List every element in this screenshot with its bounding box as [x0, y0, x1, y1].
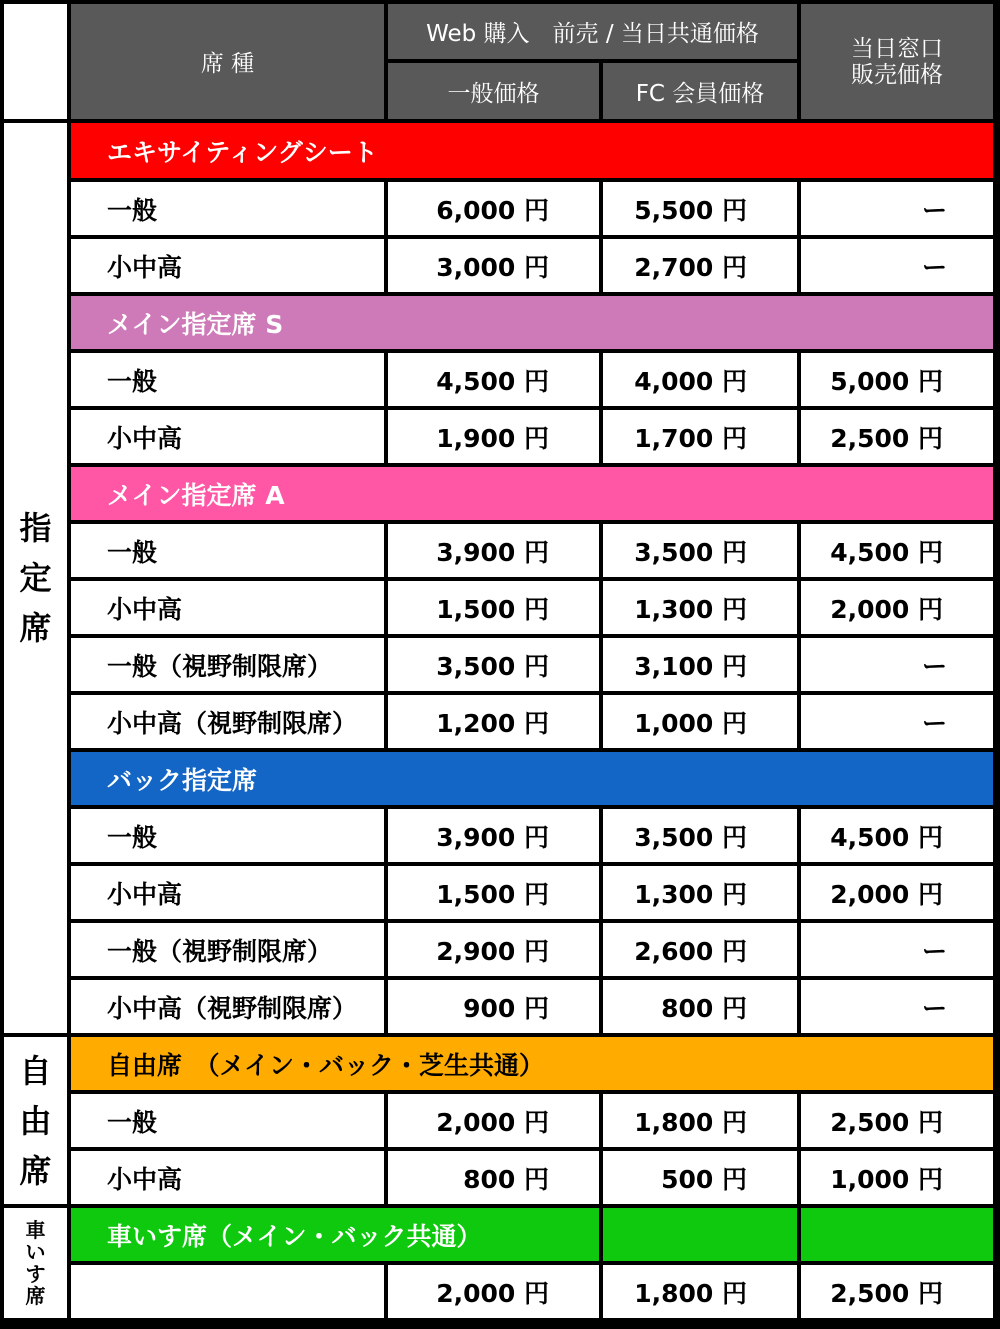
web-general-price: 3,500 円 [388, 638, 599, 691]
section-wheelchair-char: す [25, 1262, 46, 1286]
web-general-price: 4,500 円 [388, 353, 599, 406]
door-price: 2,000 円 [801, 581, 993, 634]
section-wheelchair-char: い [25, 1240, 46, 1264]
web-fc-price: 800 円 [603, 980, 797, 1033]
section-free-char: 自 [19, 1051, 52, 1090]
web-general-price: 900 円 [388, 980, 599, 1033]
ticket-type-label: 一般 [71, 182, 384, 235]
category-band: バック指定席 [71, 752, 993, 805]
ticket-type-label: 小中高 [71, 866, 384, 919]
door-price: ー [801, 182, 993, 235]
ticket-type-label: 一般 [71, 1094, 384, 1147]
ticket-type-label: 小中高 [71, 410, 384, 463]
door-price: 4,500 円 [801, 524, 993, 577]
category-band: 自由席 （メイン・バック・芝生共通） [71, 1037, 993, 1090]
door-price: ー [801, 980, 993, 1033]
web-fc-price: 1,000 円 [603, 695, 797, 748]
corner-cell [4, 4, 67, 119]
door-price: 2,000 円 [801, 866, 993, 919]
category-band: メイン指定席 S [71, 296, 993, 349]
ticket-type-label [71, 1265, 384, 1318]
ticket-type-label: 小中高 [71, 1151, 384, 1204]
ticket-type-label: 小中高 [71, 239, 384, 292]
web-general-price: 3,900 円 [388, 809, 599, 862]
ticket-type-label: 一般 [71, 524, 384, 577]
door-price: 2,500 円 [801, 1265, 993, 1318]
ticket-type-label: 一般 [71, 809, 384, 862]
web-fc-price: 1,700 円 [603, 410, 797, 463]
web-fc-price: 1,800 円 [603, 1265, 797, 1318]
web-fc-price: 3,100 円 [603, 638, 797, 691]
web-general-price: 800 円 [388, 1151, 599, 1204]
category-band: 車いす席（メイン・バック共通） [71, 1208, 599, 1261]
ticket-type-label: 小中高（視野制限席） [71, 980, 384, 1033]
header-seat-type: 席 種 [71, 4, 384, 119]
web-fc-price: 2,600 円 [603, 923, 797, 976]
section-reserved-char: 指 [19, 509, 52, 547]
door-price: ー [801, 239, 993, 292]
section-wheelchair-char: 車 [25, 1218, 46, 1242]
section-free-char: 席 [19, 1151, 52, 1190]
ticket-type-label: 一般（視野制限席） [71, 638, 384, 691]
web-fc-price: 3,500 円 [603, 809, 797, 862]
section-free [4, 1037, 67, 1204]
section-free-char: 由 [19, 1101, 52, 1140]
web-general-price: 1,200 円 [388, 695, 599, 748]
web-fc-price: 3,500 円 [603, 524, 797, 577]
web-fc-price: 500 円 [603, 1151, 797, 1204]
door-price: ー [801, 638, 993, 691]
section-reserved [4, 123, 67, 1033]
web-fc-price: 4,000 円 [603, 353, 797, 406]
web-fc-price: 1,800 円 [603, 1094, 797, 1147]
door-price: 2,500 円 [801, 1094, 993, 1147]
ticket-type-label: 小中高（視野制限席） [71, 695, 384, 748]
web-general-price: 2,000 円 [388, 1094, 599, 1147]
web-general-price: 1,500 円 [388, 866, 599, 919]
web-fc-price: 5,500 円 [603, 182, 797, 235]
ticket-type-label: 一般 [71, 353, 384, 406]
section-wheelchair-char: 席 [25, 1284, 46, 1308]
ticket-type-label: 一般（視野制限席） [71, 923, 384, 976]
web-general-price: 2,900 円 [388, 923, 599, 976]
header-door-price [801, 4, 993, 119]
web-general-price: 3,000 円 [388, 239, 599, 292]
header-door-line2: 販売価格 [851, 61, 943, 88]
door-price: 1,000 円 [801, 1151, 993, 1204]
category-band-cell [801, 1208, 993, 1261]
section-wheelchair [4, 1208, 67, 1318]
web-general-price: 1,900 円 [388, 410, 599, 463]
category-band-cell [603, 1208, 797, 1261]
header-general-price: 一般価格 [388, 63, 599, 119]
door-price: ー [801, 695, 993, 748]
header-web-group: Web 購入 前売 / 当日共通価格 [388, 4, 797, 59]
door-price: 4,500 円 [801, 809, 993, 862]
ticket-type-label: 小中高 [71, 581, 384, 634]
web-fc-price: 2,700 円 [603, 239, 797, 292]
door-price: ー [801, 923, 993, 976]
category-band: エキサイティングシート [71, 123, 993, 178]
header-fc-price: FC 会員価格 [603, 63, 797, 119]
web-general-price: 1,500 円 [388, 581, 599, 634]
web-general-price: 2,000 円 [388, 1265, 599, 1318]
header-door-line1: 当日窓口 [851, 35, 943, 62]
door-price: 2,500 円 [801, 410, 993, 463]
category-band: メイン指定席 A [71, 467, 993, 520]
web-general-price: 3,900 円 [388, 524, 599, 577]
section-reserved-char: 席 [19, 609, 52, 647]
section-reserved-char: 定 [19, 559, 52, 597]
web-fc-price: 1,300 円 [603, 866, 797, 919]
door-price: 5,000 円 [801, 353, 993, 406]
web-fc-price: 1,300 円 [603, 581, 797, 634]
web-general-price: 6,000 円 [388, 182, 599, 235]
